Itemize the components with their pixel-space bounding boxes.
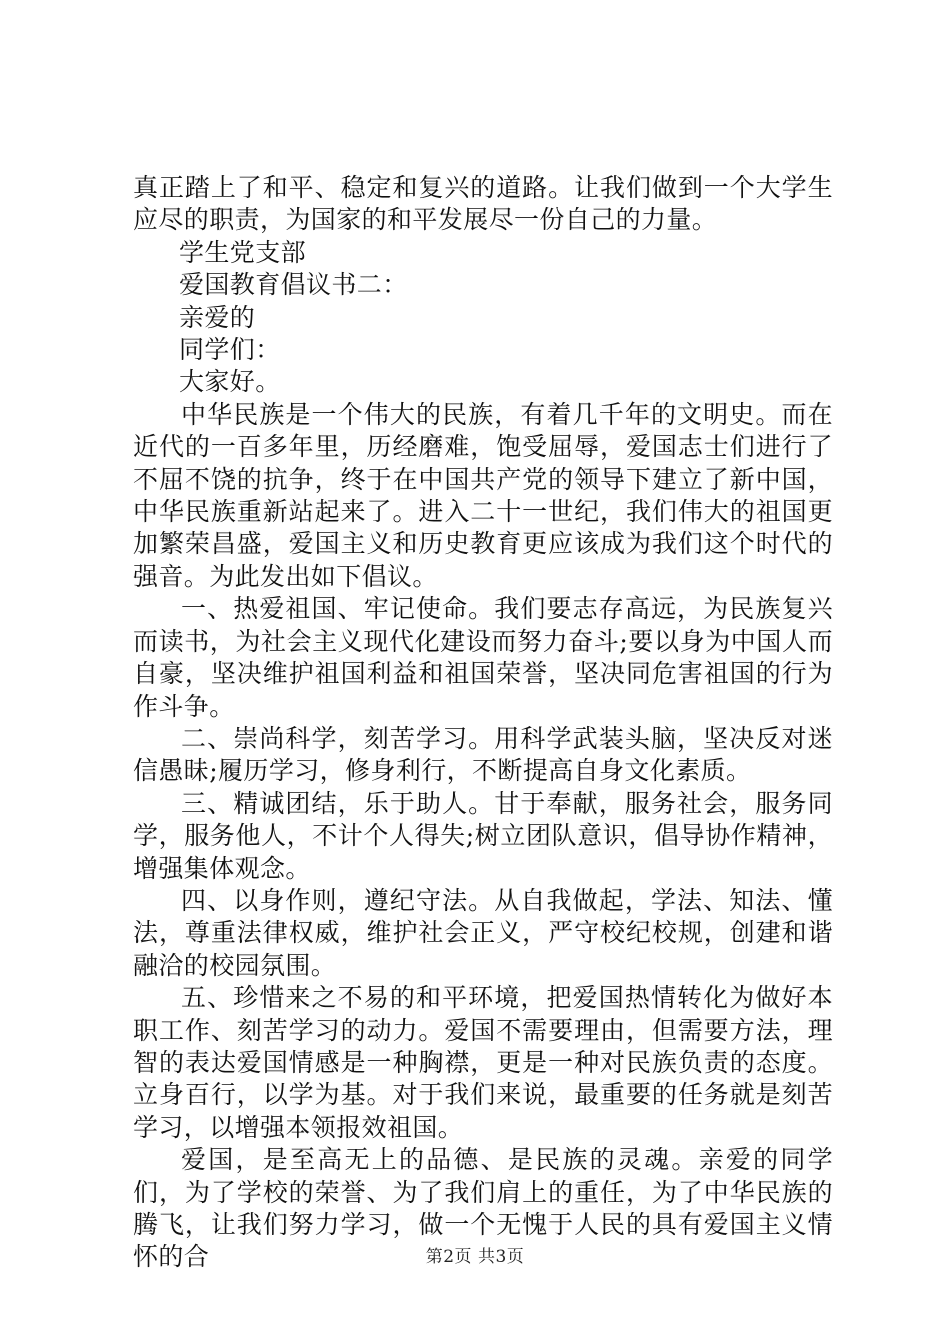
- paragraph-item-3: 三、精诚团结，乐于助人。甘于奉献，服务社会，服务同学，服务他人，不计个人得失;树立团队意识，倡导协作精神，增强集体观念。: [133, 788, 833, 883]
- paragraph-continuation: 真正踏上了和平、稳定和复兴的道路。让我们做到一个大学生应尽的职责，为国家的和平发展尽一份自己的力量。: [133, 173, 833, 235]
- greeting-line: 大家好。: [179, 367, 281, 397]
- paragraph-intro: 中华民族是一个伟大的民族，有着几千年的文明史。而在近代的一百多年里，历经磨难，饱受屈辱，爱国志士们进行了不屈不饶的抗争，终于在中国共产党的领导下建立了新中国，中华民族重新站起来了。进入二十一世纪，我们伟大的祖国更加繁荣昌盛，爱国主义和历史教育更应该成为我们这个时代的强音。为此发出如下倡议。: [133, 399, 833, 591]
- paragraph-item-1: 一、热爱祖国、牢记使命。我们要志存高远，为民族复兴而读书，为社会主义现代化建设而努力奋斗;要以身为中国人而自豪，坚决维护祖国利益和祖国荣誉，坚决同危害祖国的行为作斗争。: [133, 594, 833, 721]
- paragraph-item-5: 五、珍惜来之不易的和平环境，把爱国热情转化为做好本职工作、刻苦学习的动力。爱国不需要理由，但需要方法，理智的表达爱国情感是一种胸襟，更是一种对民族负责的态度。立身百行，以学为基。对于我们来说，最重要的任务就是刻苦学习，以增强本领报效祖国。: [133, 983, 833, 1142]
- salutation-line: 同学们：: [179, 335, 281, 365]
- salutation-line: 亲爱的: [179, 302, 256, 332]
- paragraph-item-2: 二、崇尚科学，刻苦学习。用科学武装头脑，坚决反对迷信愚昧;履历学习，修身利行，不断提高自身文化素质。: [133, 723, 833, 786]
- document-body: [133, 172, 833, 1274]
- section-heading: 爱国教育倡议书二：: [179, 270, 408, 300]
- paragraph-item-4: 四、以身作则，遵纪守法。从自我做起，学法、知法、懂法，尊重法律权威，维护社会正义，严守校纪校规，创建和谐融洽的校园氛围。: [133, 885, 833, 980]
- page-number: 第2页 共3页: [425, 1247, 525, 1267]
- paragraph-closing: 爱国，是至高无上的品德、是民族的灵魂。亲爱的同学们，为了学校的荣誉、为了我们肩上的重任，为了中华民族的腾飞，让我们努力学习，做一个无愧于人民的具有爱国主义情怀的合: [133, 1145, 833, 1272]
- signature-line: 学生党支部: [179, 237, 307, 267]
